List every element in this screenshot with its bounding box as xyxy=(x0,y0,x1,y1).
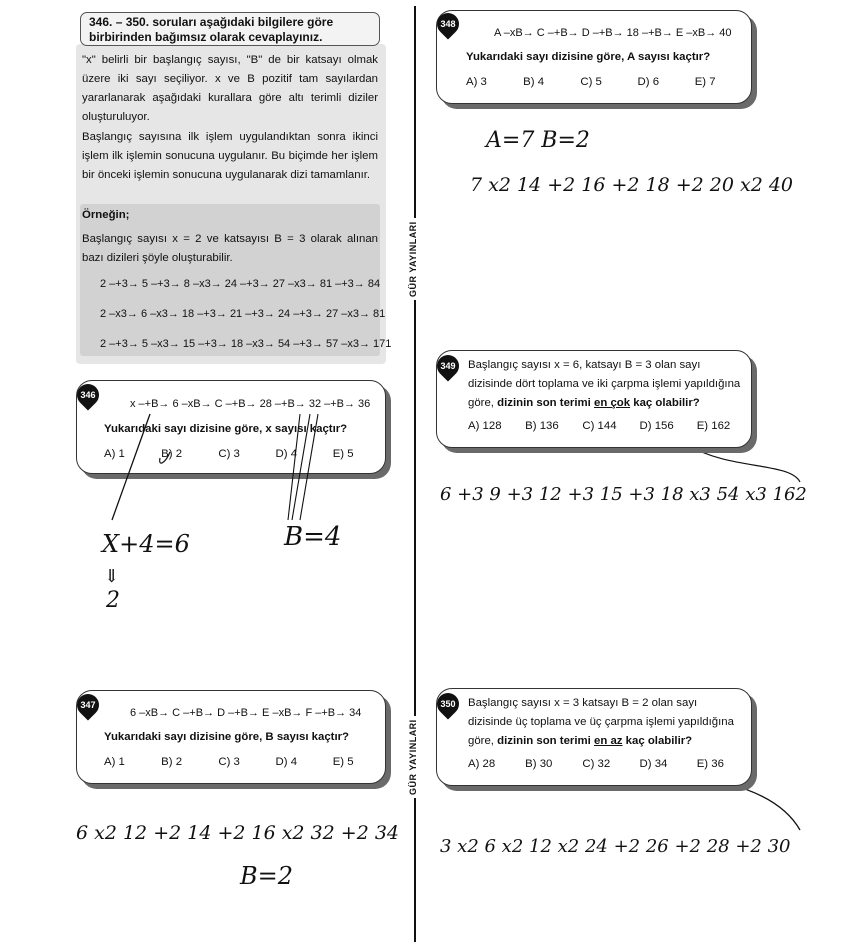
option-b[interactable]: B) 2 xyxy=(161,756,183,768)
question-350-text-tail: kaç olabilir? xyxy=(625,735,693,747)
question-346-sequence: x –+B→ 6 –xB→ C –+B→ 28 –+B→ 32 –+B→ 36 xyxy=(130,398,371,410)
option-a[interactable]: A) 1 xyxy=(104,756,125,768)
example-sequence-2: 2 –x3→ 6 –x3→ 18 –+3→ 21 –+3→ 24 –+3→ 27 –x3→ 81 xyxy=(100,308,386,320)
option-d[interactable]: D) 34 xyxy=(639,758,668,770)
question-347-text: Yukarıdaki sayı dizisine göre, B sayısı kaçtır? xyxy=(104,731,350,743)
question-348-sequence: A –xB→ C –+B→ D –+B→ 18 –+B→ E –xB→ 40 xyxy=(494,27,732,39)
question-346-text: Yukarıdaki sayı dizisine göre, x sayısı kaçtır? xyxy=(104,423,348,435)
example-title: Örneğin; xyxy=(82,209,130,221)
option-a[interactable]: A) 128 xyxy=(468,420,502,432)
option-c[interactable]: C) 5 xyxy=(580,76,602,88)
option-b[interactable]: B) 30 xyxy=(525,758,553,770)
question-348-options xyxy=(466,76,716,88)
handwritten-346-b: B=4 xyxy=(284,522,342,552)
question-350-text xyxy=(468,694,744,751)
option-b[interactable]: B) 136 xyxy=(525,420,559,432)
handwritten-348-sequence: 7 x2 14 +2 16 +2 18 +2 20 x2 40 xyxy=(470,174,793,196)
option-d[interactable]: D) 4 xyxy=(275,448,298,460)
question-347-options xyxy=(104,756,354,768)
question-350-number: 350 xyxy=(440,699,456,709)
handwritten-347-sequence: 6 x2 12 +2 14 +2 16 x2 32 +2 34 xyxy=(76,822,399,844)
question-348-number: 348 xyxy=(440,19,456,29)
option-a[interactable]: A) 28 xyxy=(468,758,496,770)
handwritten-347-answer: B=2 xyxy=(240,862,294,890)
question-349-text-bold: dizinin son terimi xyxy=(497,397,591,409)
info-paragraph-1: "x" belirli bir başlangıç sayısı, "B" de bir katsayı olmak üzere iki sayı seçiliyor. x ve B pozitif tam sayılardan yararlanarak aşağıdaki kurallara göre altı terimli diziler oluşturuluyor. xyxy=(82,54,378,123)
option-a[interactable]: A) 3 xyxy=(466,76,487,88)
question-350-text-emph: en az xyxy=(593,735,623,747)
option-e[interactable]: E) 162 xyxy=(696,420,731,432)
question-346-number: 346 xyxy=(80,390,96,400)
question-349-text-main: Başlangıç sayısı x = 6, katsayı B = 3 olan sayı dizisinde dört toplama ve iki çarpma işlemi yapıldığına göre, xyxy=(468,359,741,409)
question-347-number: 347 xyxy=(80,700,96,710)
option-c[interactable]: C) 144 xyxy=(582,420,617,432)
question-349-text-emph: en çok xyxy=(593,397,631,409)
option-c[interactable]: C) 32 xyxy=(582,758,611,770)
handwritten-346-answer: 2 xyxy=(106,588,120,613)
handwritten-346-equation: X+4=6 xyxy=(102,530,190,558)
question-347-sequence: 6 –xB→ C –+B→ D –+B→ E –xB→ F –+B→ 34 xyxy=(130,707,362,719)
handwritten-348-values: A=7 B=2 xyxy=(486,128,590,153)
option-b[interactable]: B) 2 xyxy=(161,448,183,460)
question-350-options xyxy=(468,758,724,770)
option-d[interactable]: D) 156 xyxy=(639,420,674,432)
option-d[interactable]: D) 6 xyxy=(637,76,660,88)
option-e[interactable]: E) 5 xyxy=(332,756,354,768)
example-sequence-3: 2 –+3→ 5 –x3→ 15 –+3→ 18 –x3→ 54 –+3→ 57 –x3→ 171 xyxy=(100,338,392,350)
option-a[interactable]: A) 1 xyxy=(104,448,125,460)
option-b[interactable]: B) 4 xyxy=(523,76,545,88)
option-c[interactable]: C) 3 xyxy=(218,448,240,460)
option-e[interactable]: E) 36 xyxy=(696,758,724,770)
option-e[interactable]: E) 7 xyxy=(694,76,716,88)
question-349-text xyxy=(468,356,744,413)
handwritten-349-sequence: 6 +3 9 +3 12 +3 15 +3 18 x3 54 x3 162 xyxy=(440,484,807,505)
handwritten-346-arrow: ⇓ xyxy=(104,566,120,587)
handwritten-350-sequence: 3 x2 6 x2 12 x2 24 +2 26 +2 28 +2 30 xyxy=(440,836,791,857)
question-350-text-bold: dizinin son terimi xyxy=(497,735,591,747)
publisher-label-top: GÜR YAYINLARI xyxy=(408,218,418,300)
example-sequence-1: 2 –+3→ 5 –+3→ 8 –x3→ 24 –+3→ 27 –x3→ 81 –+3→ 84 xyxy=(100,278,381,290)
option-e[interactable]: E) 5 xyxy=(332,448,354,460)
publisher-label-bottom: GÜR YAYINLARI xyxy=(408,716,418,798)
question-350-text-main: Başlangıç sayısı x = 3 katsayı B = 2 olan sayı dizisinde üç toplama ve üç çarpma işlemi yapıldığına göre, xyxy=(468,697,734,747)
example-text: Başlangıç sayısı x = 2 ve katsayısı B = 3 olarak alınan bazı dizileri şöyle oluşturabilir. xyxy=(82,233,378,264)
section-header: 346. – 350. soruları aşağıdaki bilgilere göre birbirinden bağımsız olarak cevaplayınız. xyxy=(80,12,380,46)
option-c[interactable]: C) 3 xyxy=(218,756,240,768)
option-d[interactable]: D) 4 xyxy=(275,756,298,768)
question-349-options xyxy=(468,420,730,432)
question-349-text-tail: kaç olabilir? xyxy=(633,397,700,409)
question-349-number: 349 xyxy=(440,361,456,371)
info-paragraph-2: Başlangıç sayısına ilk işlem uygulandıktan sonra ikinci işlem ilk işlemin sonucuna uygulanır. Bu biçimde her işlem bir önceki işlemin sonucuna uygulanarak dizi tamamlanır. xyxy=(82,131,378,181)
question-348-text: Yukarıdaki sayı dizisine göre, A sayısı kaçtır? xyxy=(466,51,711,63)
